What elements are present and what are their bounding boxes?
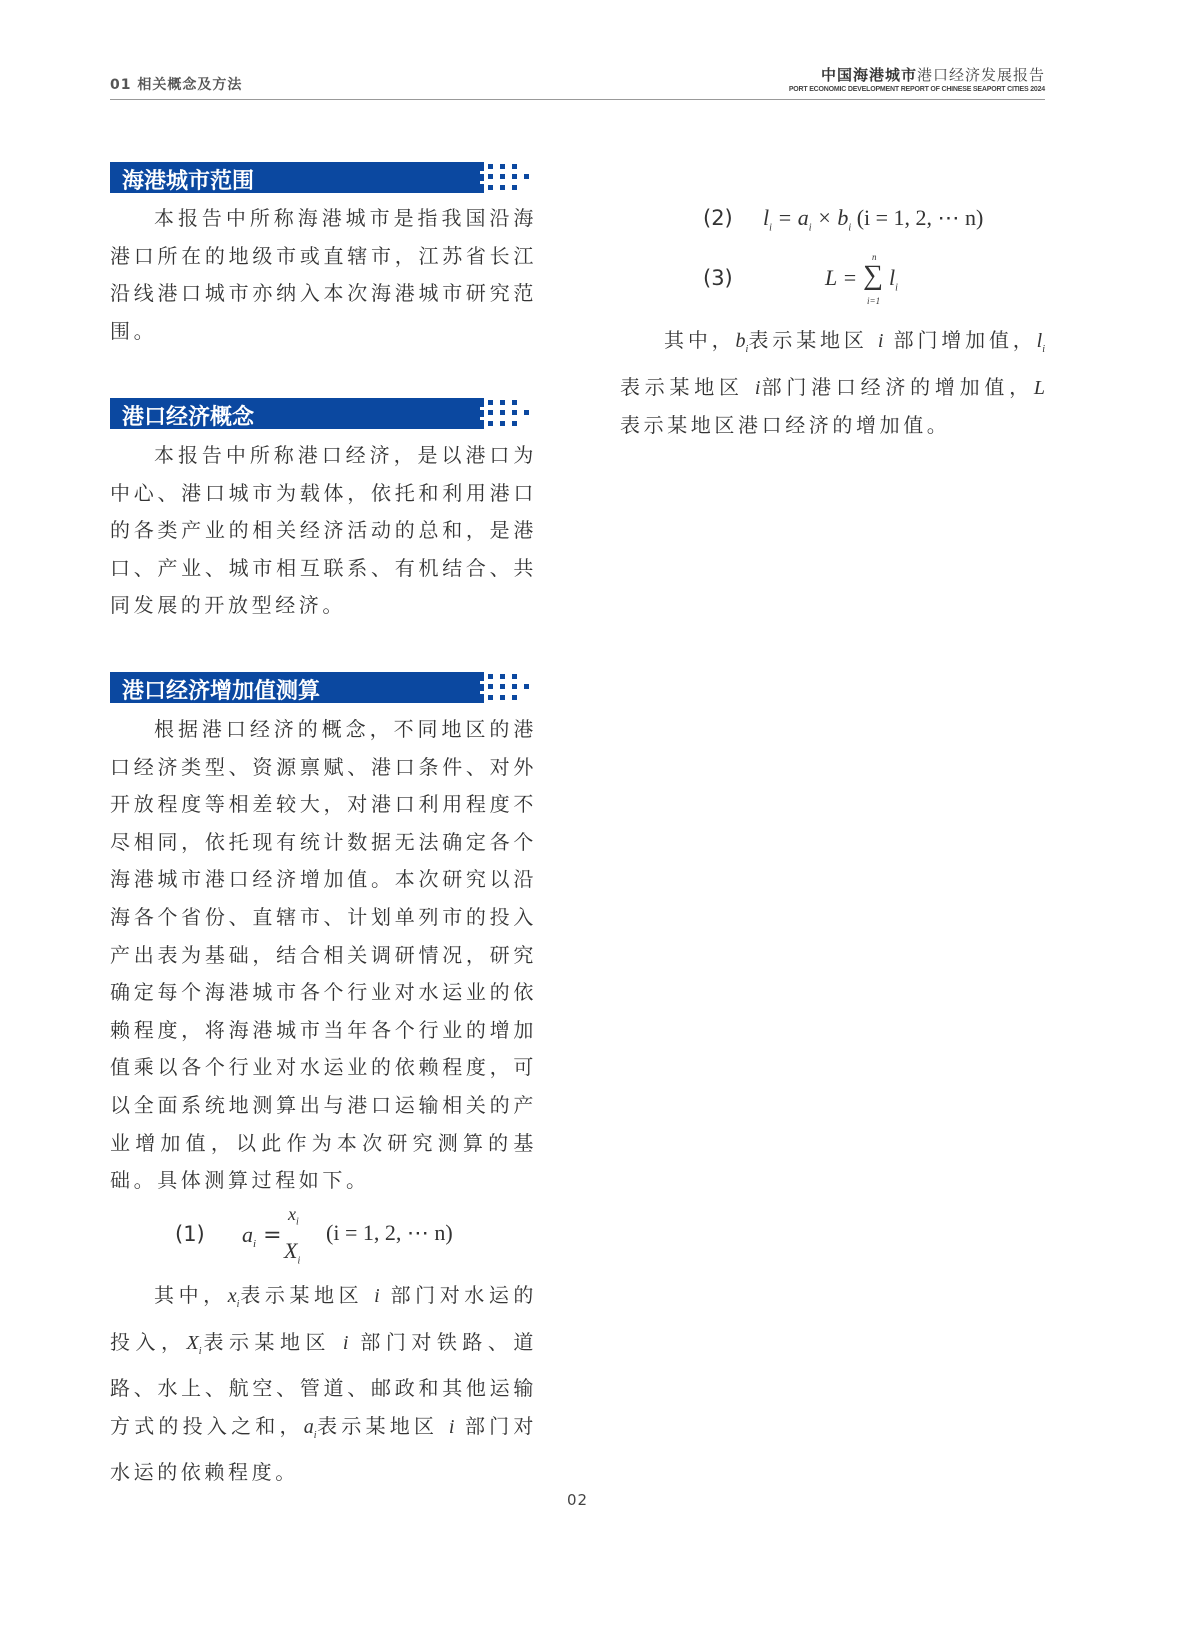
subscript: i [313,1429,317,1441]
subscript: i [253,1238,257,1251]
text: 部门港口经济的增加值， [760,374,1034,399]
var: i [754,376,761,399]
section-title: 港口经济增加值测算 [122,678,321,704]
subscript: i [198,1345,202,1357]
formula-2 [763,205,983,233]
text: 部门对铁路、道路、水上、航空、管道、邮政和其他运输方式的投入之和， [110,1329,537,1438]
var: x [227,1285,237,1307]
dot-pattern-icon [474,672,538,703]
section-title: 港口经济概念 [122,404,255,430]
dot-pattern-icon [474,162,538,193]
var: i [374,1285,380,1307]
range: (i = 1, 2, ⋯ n) [326,1220,453,1245]
sum-upper: n [872,252,877,262]
subscript: i [745,344,749,355]
var-l: l [889,265,896,290]
text: 表示某地区 [201,1329,343,1354]
var-L: L = [825,265,858,290]
var: i [877,330,884,352]
formula-3-explanation [620,322,1045,445]
text: 表示某地区 [748,328,878,352]
formula-1-explanation [110,1277,537,1492]
subscript: i [848,222,852,234]
section-heading-concept [110,398,538,429]
text: 表示某地区 [316,1413,449,1438]
equals: = [263,1223,282,1248]
section-paragraph: 本报告中所称海港城市是指我国沿海港口所在的地级市或直辖市，江苏省长江沿线港口城市亦纳入本次海港城市研究范围。 [110,206,537,343]
text: 表示某地区 [239,1283,375,1307]
text: 表示某地区 [620,374,755,399]
section-title: 海港城市范围 [122,168,255,194]
var: b [735,330,746,352]
header-divider [110,99,1045,100]
var-l: l [763,205,770,230]
var: i [448,1415,455,1438]
text: 部门对水运的投入， [110,1283,537,1354]
formula-3-label: (3) [703,266,733,290]
sum-icon: ∑ [863,260,883,291]
var: L [1033,376,1045,399]
var: X [186,1331,199,1354]
text: 部门增加值， [883,328,1037,352]
formula-1 [242,1204,472,1268]
subscript: i [808,222,812,234]
subscript: i [1042,344,1045,355]
var-b: × b [811,205,849,230]
report-title-bold: 中国海港城市 [820,66,917,84]
var-a: = a [771,205,809,230]
sum-lower: i=1 [867,296,881,306]
subscript: i [297,1255,301,1267]
var: a [303,1415,314,1438]
report-title [789,64,1045,85]
report-title-rest: 港口经济发展报告 [916,66,1045,84]
var: i [342,1331,349,1354]
page-number: 02 [566,1491,589,1509]
chapter-title: 01 相关概念及方法 [110,77,243,93]
range: (i = 1, 2, ⋯ n) [856,205,984,230]
formula-1-label: (1) [175,1222,205,1246]
formula-3 [825,252,925,312]
text: 其中， [154,1283,228,1307]
subscript: i [895,282,898,294]
report-header [789,64,1045,93]
section-heading-scope [110,162,538,193]
subscript: i [296,1216,299,1228]
text: 表示某地区港口经济的增加值。 [620,413,951,438]
section-heading-measurement [110,672,538,703]
numerator: x [288,1204,296,1224]
formula-2-label: (2) [703,206,733,230]
section-paragraph: 根据港口经济的概念，不同地区的港口经济类型、资源禀赋、港口条件、对外开放程度等相差较大，对港口利用程度不尽相同，依托现有统计数据无法确定各个海港城市港口经济增加值。本次研究以沿海各个省份、直辖市、计划单列市的投入产出表为基础，结合相关调研情况，研究确定每个海港城市各个行业对水运业的依赖程度，将海港城市当年各个行业的增加值乘以各个行业对水运业的依赖程度，可以全面系统地测算出与港口运输相关的产业增加值，以此作为本次研究测算的基础。具体测算过程如下。 [110,717,537,1193]
text: 部门对水运的依赖程度。 [110,1413,537,1485]
subscript: i [236,1299,240,1310]
var: l [1036,330,1043,352]
dot-pattern-icon [474,398,538,429]
report-subtitle: PORT ECONOMIC DEVELOPMENT REPORT OF CHINESE SEAPORT CITIES 2024 [788,86,1045,93]
text: 其中， [664,328,736,352]
subscript: i [769,222,772,234]
denominator: X [284,1238,298,1263]
section-paragraph: 本报告中所称港口经济，是以港口为中心、港口城市为载体，依托和利用港口的各类产业的相关经济活动的总和，是港口、产业、城市相互联系、有机结合、共同发展的开放型经济。 [110,443,537,618]
var-a: a [242,1222,253,1247]
